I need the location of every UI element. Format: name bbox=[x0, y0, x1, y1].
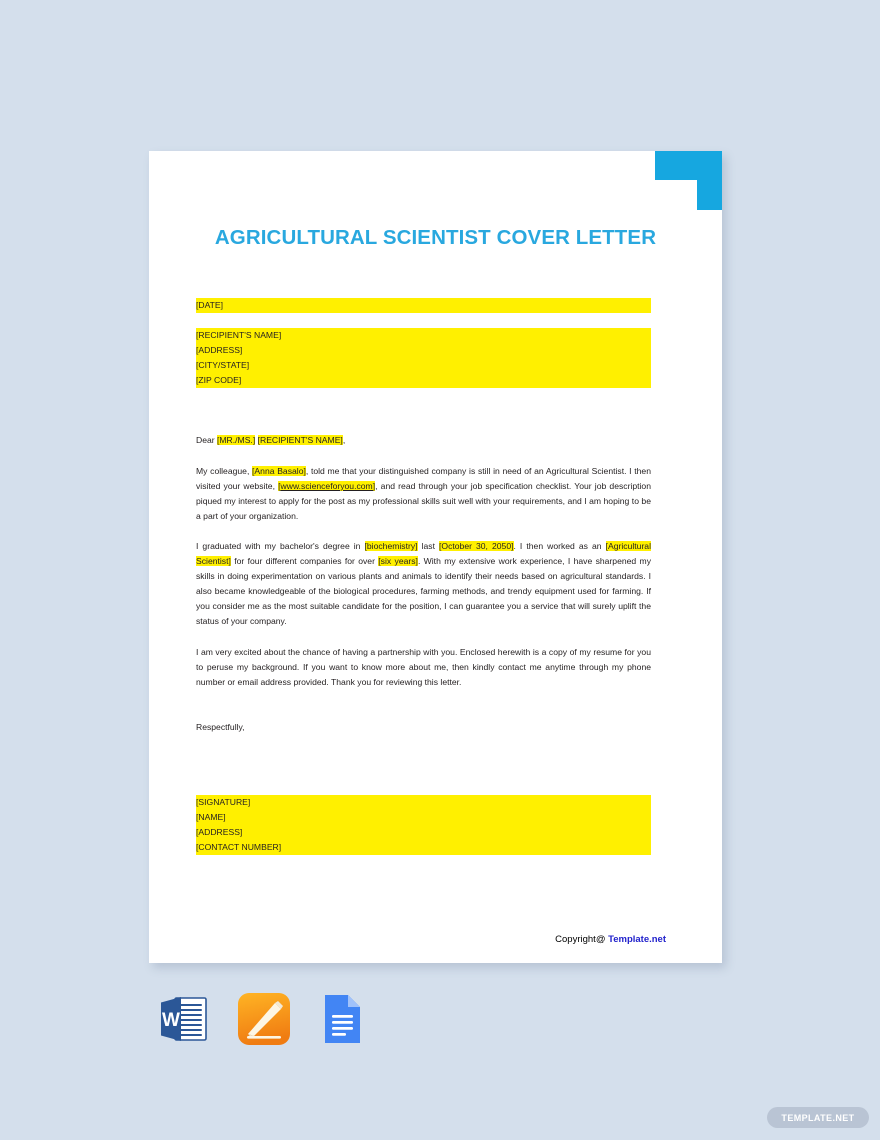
spacer bbox=[196, 630, 651, 645]
degree-placeholder: [biochemistry] bbox=[364, 540, 418, 551]
paragraph-1 bbox=[196, 464, 651, 524]
microsoft-word-icon[interactable] bbox=[155, 990, 213, 1048]
page-title: AGRICULTURAL SCIENTIST COVER LETTER bbox=[214, 226, 657, 249]
paragraph-1-part-3: , and read through your job specification checklist. Your job description piqued my interest to apply for the post as my professional skills suit well with your requirements, and I am hoping to be a part of your organization. bbox=[196, 480, 651, 521]
salutation-comma: , bbox=[342, 435, 346, 446]
google-docs-icon[interactable] bbox=[312, 990, 370, 1048]
recipient-city-state: [CITY/STATE] bbox=[196, 358, 651, 373]
template-net-watermark-badge: TEMPLATE.NET bbox=[767, 1107, 869, 1128]
date-placeholder: [DATE] bbox=[196, 298, 651, 313]
spacer bbox=[196, 524, 651, 539]
recipient-address-block bbox=[196, 328, 651, 388]
paragraph-2-part-5: . With my extensive work experience, I have sharpened my skills in doing experimentation on various plants and animals to identify their needs based on agricultural standards. I also became knowledgeable of the biological procedures, farming methods, and trendy equipment used for farming. If you consider me as the most suitable candidate for the position, I can guarantee you a service that will surely uplift the status of your company. bbox=[196, 556, 651, 627]
spacer bbox=[196, 735, 651, 780]
paragraph-1-part-2: , told me that your distinguished company is still in need of an Agricultural Scientist. I then visited your website, bbox=[196, 465, 651, 491]
document-page bbox=[149, 151, 722, 963]
salutation-greeting: Dear bbox=[196, 435, 218, 446]
paragraph-3: I am very excited about the chance of having a partnership with you. Enclosed herewith is a copy of my resume for you to peruse my background. If you want to know more about me, then kindly contact me anytime through my phone number or email address provided. Thank you for reviewing this letter. bbox=[196, 646, 651, 687]
sender-name-placeholder: [NAME] bbox=[196, 810, 651, 825]
app-icons-row bbox=[155, 990, 385, 1050]
corner-decoration-right-bar bbox=[697, 180, 722, 210]
copyright-prefix: Copyright@ bbox=[555, 934, 609, 945]
website-placeholder[interactable]: [www.scienceforyou.com] bbox=[278, 480, 376, 491]
role-placeholder: [Agricultural Scientist] bbox=[196, 540, 651, 567]
spacer bbox=[196, 780, 651, 795]
paragraph-1-part-1: My colleague, bbox=[196, 465, 253, 476]
closing-line: Respectfully, bbox=[196, 721, 245, 732]
recipient-address: [ADDRESS] bbox=[196, 343, 651, 358]
graduation-date-placeholder: [October 30, 2050] bbox=[439, 540, 514, 551]
template-net-link[interactable]: Template.net bbox=[608, 934, 666, 945]
apple-pages-icon[interactable] bbox=[235, 990, 293, 1048]
spacer bbox=[196, 313, 651, 328]
spacer bbox=[196, 690, 651, 720]
paragraph-2-part-1: I graduated with my bachelor's degree in bbox=[196, 540, 365, 551]
recipient-name: [RECIPIENT'S NAME] bbox=[196, 328, 651, 343]
signature-placeholder: [SIGNATURE] bbox=[196, 795, 651, 810]
signature-block bbox=[196, 795, 651, 855]
salutation-name-placeholder: [RECIPIENT'S NAME] bbox=[257, 435, 343, 446]
copyright-footer bbox=[555, 934, 666, 945]
spacer bbox=[196, 449, 651, 464]
salutation-line bbox=[196, 433, 651, 448]
letter-body bbox=[196, 298, 651, 855]
spacer bbox=[196, 388, 651, 433]
paragraph-2-part-2: last bbox=[417, 540, 439, 551]
salutation-title-placeholder: [MR./MS.] bbox=[217, 435, 256, 446]
paragraph-2-part-3: . I then worked as an bbox=[513, 540, 606, 551]
sender-address-placeholder: [ADDRESS] bbox=[196, 825, 651, 840]
recipient-zip-code: [ZIP CODE] bbox=[196, 373, 651, 388]
sender-contact-placeholder: [CONTACT NUMBER] bbox=[196, 840, 651, 855]
corner-decoration-top-bar bbox=[655, 151, 722, 180]
paragraph-2-part-4: for four different companies for over bbox=[230, 556, 379, 567]
date-block bbox=[196, 298, 651, 313]
svg-text:W: W bbox=[162, 1010, 180, 1031]
paragraph-2 bbox=[196, 539, 651, 630]
corner-decoration bbox=[655, 151, 722, 210]
colleague-placeholder: [Anna Basalo] bbox=[252, 465, 306, 476]
years-placeholder: [six years] bbox=[378, 556, 418, 567]
